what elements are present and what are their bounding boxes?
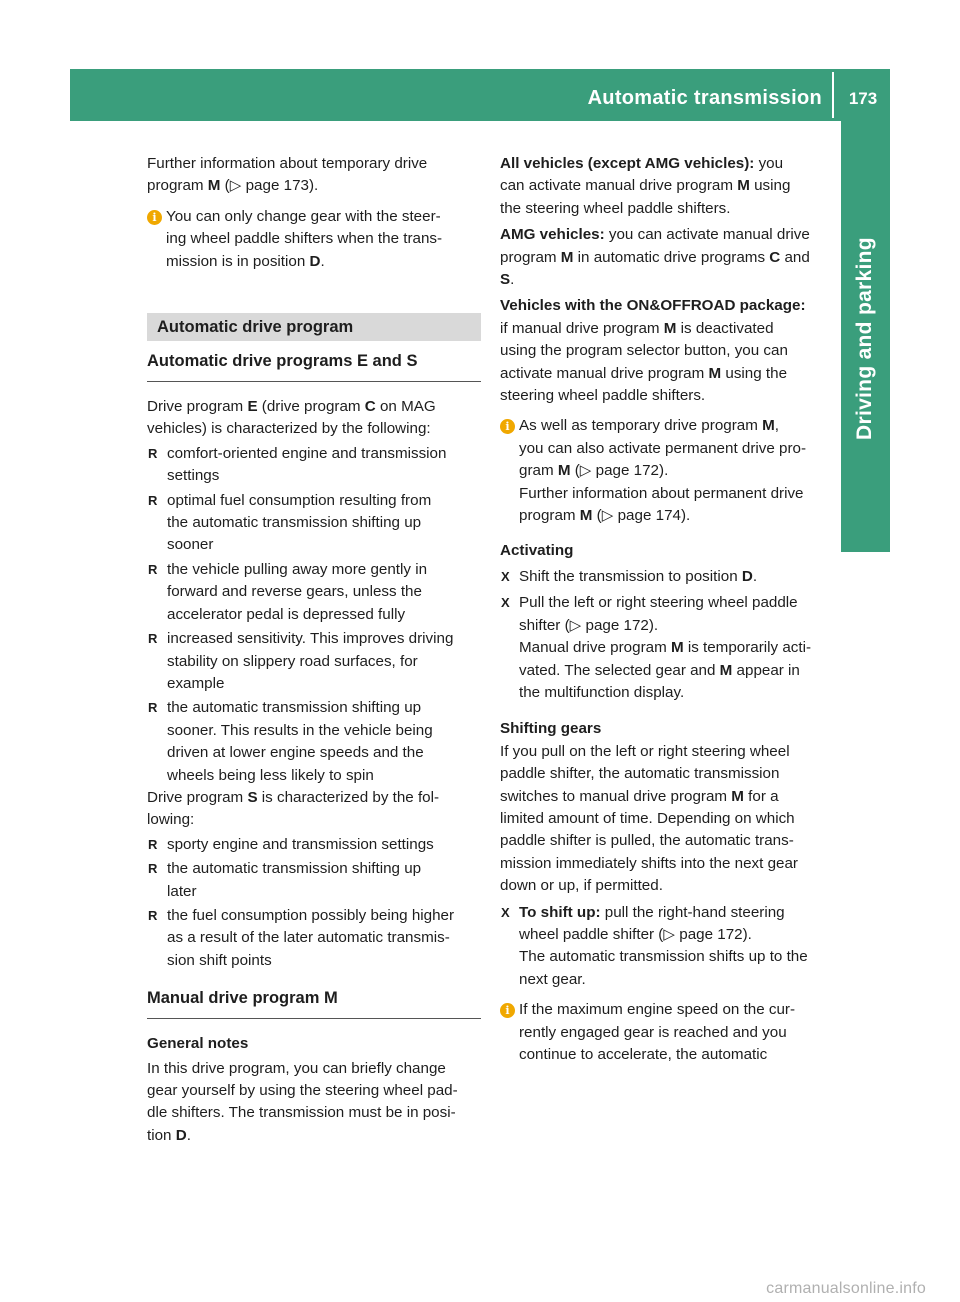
left-column <box>147 153 481 1147</box>
info-icon: i <box>500 1003 515 1018</box>
list-item: R the fuel consumption possibly being higher as a result of the later automatic transmis- sion shift points <box>148 906 455 969</box>
bullet-list-e <box>147 443 481 787</box>
list-item: R the vehicle pulling away more gently in forward and reverse gears, unless the accelerator pedal is depressed fully <box>148 560 428 623</box>
page-number: 173 <box>848 89 878 108</box>
para-all-vehicles: All vehicles (except AMG vehicles): you can activate manual drive program M using the steering wheel paddle shifters. <box>500 155 791 217</box>
side-tab-label: Driving and parking <box>853 237 876 440</box>
para-amg-vehicles: AMG vehicles: you can activate manual drive program M in automatic drive programs C and S. <box>500 226 810 289</box>
right-column <box>500 153 836 1066</box>
step-arrow-icon: X <box>501 904 510 920</box>
step-item: X Pull the left or right steering wheel paddle shifter (▷ page 172). Manual drive program M is temporarily acti- vated. The selected gear and M appear in the multifunction display. <box>501 594 812 701</box>
step-arrow-icon: X <box>501 595 510 611</box>
heading-manual-program: Manual drive program M <box>147 986 481 1019</box>
step-item: X To shift up: pull the right-hand steering wheel paddle shifter (▷ page 172). The automatic transmission shifts up to the next gear. <box>501 903 808 988</box>
page-title: Automatic transmission <box>587 87 822 109</box>
info-icon: i <box>147 210 162 225</box>
heading-shifting-gears: Shifting gears <box>500 720 602 738</box>
heading-programs-e-s: Automatic drive programs E and S <box>147 349 481 382</box>
bullet-icon: R <box>148 907 158 923</box>
bullet-icon: R <box>148 631 158 647</box>
side-tab-label-box <box>841 121 890 466</box>
bullet-icon: R <box>148 561 158 577</box>
bullet-icon: R <box>148 492 158 508</box>
para-onoffroad: Vehicles with the ON&OFFROAD package: if manual drive program M is deactivated using the program selector button, you can activate manual drive program M using the steering wheel paddle shifters. <box>500 297 806 405</box>
info-icon: i <box>500 419 515 434</box>
step-item: X Shift the transmission to position D. <box>500 566 836 588</box>
info-note: i If the maximum engine speed on the cur- rently engaged gear is reached and you continue to accelerate, the automatic <box>500 999 836 1066</box>
para-general-notes: In this drive program, you can briefly change gear yourself by using the steering wheel pad- dle shifters. The transmission must be in posi- tion D. <box>147 1059 458 1144</box>
bullet-icon: R <box>148 700 158 716</box>
watermark: carmanualsonline.info <box>766 1280 926 1297</box>
heading-activating: Activating <box>500 541 574 559</box>
list-item: R increased sensitivity. This improves driving stability on slippery road surfaces, for example <box>148 630 454 692</box>
intro-text: Further information about temporary drive program M (▷ page 173). <box>147 155 428 195</box>
bullet-icon: R <box>148 836 158 852</box>
info-note: i You can only change gear with the steer- ing wheel paddle shifters when the trans- mission is in position D. <box>147 206 481 273</box>
heading-general-notes: General notes <box>147 1035 249 1053</box>
list-item: R sporty engine and transmission settings <box>147 834 481 856</box>
list-item: R optimal fuel consumption resulting from the automatic transmission shifting up sooner <box>148 491 432 554</box>
bullet-icon: R <box>148 445 158 461</box>
list-item: R comfort-oriented engine and transmission settings <box>148 444 447 485</box>
section-heading: Automatic drive program <box>147 313 481 341</box>
bullet-icon: R <box>148 861 158 877</box>
para-shifting-gears: If you pull on the left or right steering wheel paddle shifter, the automatic transmission switches to manual drive program M for a limited amount of time. Depending on which paddle shifter is pulled, the automatic trans- mission immediately shifts into the next gear down or up, if permitted. <box>500 742 798 895</box>
info-note: i As well as temporary drive program M, you can also activate permanent drive pro- gram M (▷ page 172). Further information about permanent drive program M (▷ page 174). <box>500 415 836 527</box>
bullet-list-s <box>147 834 481 972</box>
list-item: R the automatic transmission shifting up sooner. This results in the vehicle being driven at lower engine speeds and the wheels being less likely to spin <box>148 699 433 784</box>
list-item: R the automatic transmission shifting up later <box>148 860 422 900</box>
header-divider <box>832 72 834 118</box>
para-program-s: Drive program S is characterized by the fol- lowing: <box>147 788 440 829</box>
step-arrow-icon: X <box>501 568 510 584</box>
para-program-e: Drive program E (drive program C on MAG vehicles) is characterized by the following: <box>147 398 436 438</box>
